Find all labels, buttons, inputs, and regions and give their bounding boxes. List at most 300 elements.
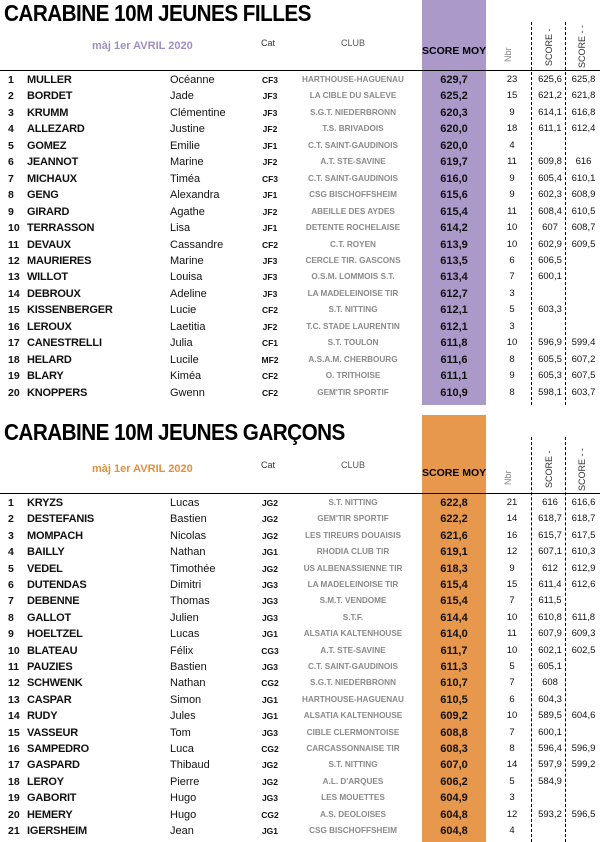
score-minus-cell: 605,1 bbox=[538, 661, 562, 672]
last-name-cell: VASSEUR bbox=[27, 726, 78, 739]
nbr-cell: 4 bbox=[509, 139, 515, 151]
first-name-cell: Julia bbox=[170, 337, 193, 350]
club-cell: RHODIA CLUB TIR bbox=[316, 547, 390, 557]
score-minus2-cell: 616,8 bbox=[571, 106, 596, 118]
category-cell: JG2 bbox=[261, 514, 279, 525]
nbr-cell: 21 bbox=[506, 497, 518, 508]
first-name-cell: Adeline bbox=[170, 287, 207, 300]
last-name-cell: CANESTRELLI bbox=[27, 337, 102, 350]
nbr-cell: 12 bbox=[506, 546, 518, 558]
score-moy-cell: 611,1 bbox=[440, 370, 468, 383]
score-minus2-cell: 599,4 bbox=[571, 337, 596, 349]
last-name-cell: BAILLY bbox=[27, 546, 65, 559]
nbr-cell: 9 bbox=[509, 106, 515, 118]
last-name-cell: DEVAUX bbox=[27, 238, 71, 251]
club-cell: O. TRITHOISE bbox=[325, 371, 381, 381]
first-name-cell: Lucie bbox=[170, 304, 197, 317]
nbr-cell: 8 bbox=[509, 743, 515, 754]
score-minus-cell: 593,2 bbox=[538, 808, 562, 820]
score-moy-cell: 620,0 bbox=[440, 139, 468, 152]
score-minus-cell: 605,4 bbox=[538, 172, 562, 184]
table-row bbox=[0, 528, 600, 544]
score-moy-cell: 620,0 bbox=[440, 123, 468, 136]
first-name-cell: Timéa bbox=[170, 172, 201, 185]
nbr-cell: 4 bbox=[509, 825, 515, 836]
score-minus2-cell: 604,6 bbox=[571, 710, 596, 722]
score-minus2-cell: 610,3 bbox=[571, 546, 596, 558]
first-name-cell: Alexandra bbox=[170, 189, 220, 202]
score-minus2-cell: 612,4 bbox=[571, 123, 596, 135]
last-name-cell: KISSENBERGER bbox=[27, 304, 113, 317]
category-cell: CF3 bbox=[261, 75, 279, 85]
club-cell: CIBLE CLERMONTOISE bbox=[306, 727, 400, 737]
score-moy-cell: 604,8 bbox=[440, 825, 468, 837]
category-cell: JG2 bbox=[261, 760, 279, 771]
score-minus-cell: 610,8 bbox=[538, 611, 562, 623]
score-minus2-cell: 602,5 bbox=[571, 644, 596, 656]
first-name-cell: Emilie bbox=[170, 139, 200, 152]
first-name-cell: Nicolas bbox=[170, 529, 207, 542]
last-name-cell: GENG bbox=[27, 189, 59, 202]
category-cell: JF2 bbox=[262, 157, 278, 168]
category-cell: JF1 bbox=[262, 140, 278, 151]
nbr-cell: 11 bbox=[507, 205, 517, 217]
first-name-cell: Tom bbox=[170, 726, 191, 739]
score-minus2-cell: 611,8 bbox=[571, 611, 596, 623]
score-moy-cell: 615,4 bbox=[440, 595, 468, 608]
score-minus2-cell: 599,2 bbox=[571, 759, 596, 771]
nbr-cell: 15 bbox=[506, 90, 518, 102]
score-minus2-cell: 610,5 bbox=[571, 205, 596, 217]
nbr-cell: 14 bbox=[506, 513, 518, 525]
category-cell: JF2 bbox=[262, 321, 278, 332]
score-moy-cell: 619,1 bbox=[440, 546, 468, 559]
rank-cell: 6 bbox=[8, 579, 14, 591]
last-name-cell: VEDEL bbox=[27, 562, 63, 575]
table-row bbox=[0, 495, 600, 511]
club-cell: S.T.F. bbox=[342, 612, 364, 622]
table-row bbox=[0, 610, 600, 626]
rank-cell: 3 bbox=[8, 529, 14, 542]
table-row bbox=[0, 237, 600, 253]
club-cell: C.T. SAINT-GAUDINOIS bbox=[307, 662, 399, 671]
rank-cell: 1 bbox=[8, 497, 14, 509]
club-cell: CSG BISCHOFFSHEIM bbox=[309, 826, 397, 835]
girls-header-score-minus: SCORE - bbox=[544, 28, 554, 66]
table-row bbox=[0, 187, 600, 203]
nbr-cell: 10 bbox=[506, 238, 518, 250]
club-cell: S.T. NITTING bbox=[328, 305, 378, 315]
score-moy-cell: 608,3 bbox=[440, 743, 468, 755]
rank-cell: 16 bbox=[8, 743, 20, 755]
last-name-cell: MAURIERES bbox=[27, 254, 92, 267]
score-minus-cell: 608 bbox=[542, 677, 558, 689]
score-minus-cell: 607,1 bbox=[538, 546, 562, 558]
nbr-cell: 10 bbox=[506, 222, 518, 234]
first-name-cell: Marine bbox=[170, 156, 204, 169]
first-name-cell: Justine bbox=[170, 123, 205, 136]
category-cell: JF1 bbox=[262, 190, 278, 201]
last-name-cell: BLARY bbox=[27, 370, 64, 383]
score-minus-cell: 606,5 bbox=[538, 254, 562, 266]
girls-title: CARABINE 10M JEUNES FILLES bbox=[4, 0, 311, 26]
first-name-cell: Bastien bbox=[170, 513, 207, 526]
club-cell: S.T. TOULON bbox=[327, 338, 379, 348]
last-name-cell: LEROUX bbox=[27, 320, 72, 333]
table-row bbox=[0, 511, 600, 527]
score-moy-cell: 604,8 bbox=[440, 808, 468, 821]
table-row bbox=[0, 319, 600, 335]
rank-cell: 6 bbox=[8, 156, 14, 169]
score-minus2-cell: 616,6 bbox=[571, 497, 596, 508]
rank-cell: 4 bbox=[8, 123, 14, 136]
girls-header-score-moy: SCORE MOY bbox=[422, 45, 487, 57]
score-minus-cell: 596,9 bbox=[538, 337, 562, 349]
nbr-cell: 18 bbox=[506, 123, 518, 135]
category-cell: JF2 bbox=[262, 206, 278, 217]
score-minus2-cell: 610,1 bbox=[571, 172, 596, 184]
nbr-cell: 9 bbox=[509, 172, 515, 184]
table-row bbox=[0, 626, 600, 642]
rank-cell: 5 bbox=[8, 562, 14, 575]
first-name-cell: Marine bbox=[170, 254, 204, 267]
score-minus2-cell: 609,3 bbox=[571, 628, 596, 640]
club-cell: CERCLE TIR. GASCONS bbox=[305, 255, 401, 265]
nbr-cell: 7 bbox=[509, 677, 515, 689]
last-name-cell: HOELTZEL bbox=[27, 628, 83, 641]
club-cell: DETENTE ROCHELAISE bbox=[305, 223, 401, 233]
score-minus2-cell: 621,8 bbox=[571, 90, 596, 102]
score-minus-cell: 607,9 bbox=[538, 628, 562, 640]
rank-cell: 13 bbox=[8, 693, 20, 706]
club-cell: US ALBENASSIENNE TIR bbox=[303, 563, 403, 573]
first-name-cell: Julien bbox=[170, 611, 199, 624]
nbr-cell: 8 bbox=[509, 386, 515, 398]
nbr-cell: 5 bbox=[509, 661, 515, 672]
last-name-cell: GOMEZ bbox=[27, 139, 67, 152]
nbr-cell: 8 bbox=[509, 353, 515, 365]
last-name-cell: LEROY bbox=[27, 775, 64, 788]
category-cell: CF2 bbox=[261, 305, 279, 316]
score-minus-cell: 605,3 bbox=[538, 370, 562, 382]
nbr-cell: 10 bbox=[506, 644, 518, 656]
nbr-cell: 7 bbox=[509, 271, 515, 283]
score-moy-cell: 618,3 bbox=[440, 562, 468, 575]
club-cell: T.C. STADE LAURENTIN bbox=[306, 321, 400, 331]
table-row bbox=[0, 544, 600, 560]
score-minus-cell: 597,9 bbox=[538, 759, 562, 771]
nbr-cell: 14 bbox=[506, 759, 518, 771]
category-cell: JG1 bbox=[261, 694, 279, 705]
last-name-cell: RUDY bbox=[27, 710, 58, 723]
first-name-cell: Nathan bbox=[170, 546, 206, 559]
nbr-cell: 5 bbox=[509, 775, 515, 787]
nbr-cell: 5 bbox=[509, 304, 515, 316]
category-cell: JG1 bbox=[261, 629, 279, 640]
score-minus2-cell: 596,9 bbox=[571, 743, 596, 754]
nbr-cell: 9 bbox=[509, 189, 515, 201]
score-minus2-cell: 617,5 bbox=[571, 529, 596, 541]
table-row bbox=[0, 302, 600, 318]
category-cell: JG2 bbox=[261, 776, 279, 787]
rank-cell: 1 bbox=[8, 74, 14, 86]
score-moy-cell: 614,4 bbox=[440, 611, 468, 624]
last-name-cell: KRYZS bbox=[27, 497, 63, 509]
score-moy-cell: 615,4 bbox=[440, 579, 468, 591]
score-moy-cell: 614,2 bbox=[440, 222, 468, 235]
rank-cell: 12 bbox=[8, 677, 20, 690]
score-moy-cell: 612,7 bbox=[440, 287, 468, 300]
club-cell: A.T. STE-SAVINE bbox=[320, 645, 386, 655]
first-name-cell: Clémentine bbox=[170, 106, 226, 119]
table-row bbox=[0, 643, 600, 659]
boys-header-nbr: Nbr bbox=[503, 470, 513, 485]
score-minus-cell: 584,9 bbox=[538, 775, 562, 787]
score-moy-cell: 610,7 bbox=[440, 677, 468, 690]
last-name-cell: GASPARD bbox=[27, 759, 80, 772]
nbr-cell: 15 bbox=[506, 579, 518, 590]
category-cell: CG3 bbox=[261, 645, 279, 656]
rank-cell: 20 bbox=[8, 808, 20, 821]
score-minus2-cell: 609,5 bbox=[571, 238, 596, 250]
score-moy-cell: 604,9 bbox=[440, 792, 468, 805]
score-minus-cell: 625,6 bbox=[538, 74, 562, 85]
rank-cell: 9 bbox=[8, 628, 14, 641]
nbr-cell: 10 bbox=[506, 611, 518, 623]
first-name-cell: Laetitia bbox=[170, 320, 206, 333]
club-cell: LA MADELEINOISE TIR bbox=[307, 580, 399, 589]
last-name-cell: ALLEZARD bbox=[27, 123, 85, 136]
table-row bbox=[0, 286, 600, 302]
score-moy-cell: 607,0 bbox=[440, 759, 468, 772]
score-minus2-cell: 618,7 bbox=[571, 513, 596, 525]
rank-cell: 17 bbox=[8, 759, 20, 772]
score-minus2-cell: 607,5 bbox=[571, 370, 596, 382]
score-minus-cell: 602,1 bbox=[538, 644, 562, 656]
rank-cell: 11 bbox=[8, 238, 20, 251]
last-name-cell: BLATEAU bbox=[27, 644, 78, 657]
score-minus-cell: 605,5 bbox=[538, 353, 562, 365]
score-minus-cell: 607 bbox=[542, 222, 558, 234]
score-minus-cell: 602,9 bbox=[538, 238, 562, 250]
girls-update-date: màj 1er AVRIL 2020 bbox=[92, 40, 193, 52]
first-name-cell: Jean bbox=[170, 825, 194, 837]
category-cell: CF2 bbox=[261, 239, 279, 250]
first-name-cell: Lucile bbox=[170, 353, 199, 366]
score-moy-cell: 611,3 bbox=[440, 661, 468, 673]
score-minus-cell: 614,1 bbox=[538, 106, 562, 118]
score-moy-cell: 613,9 bbox=[440, 238, 468, 251]
boys-update-date: màj 1er AVRIL 2020 bbox=[92, 463, 193, 475]
club-cell: HARTHOUSE-HAGUENAU bbox=[302, 75, 404, 84]
last-name-cell: DEBENNE bbox=[27, 595, 80, 608]
first-name-cell: Cassandre bbox=[170, 238, 224, 251]
first-name-cell: Lucas bbox=[170, 497, 200, 509]
girls-header-score-minus2: SCORE - - bbox=[577, 24, 587, 68]
rank-cell: 15 bbox=[8, 726, 20, 739]
score-minus2-cell: 612,9 bbox=[571, 562, 596, 574]
score-moy-cell: 625,2 bbox=[440, 90, 468, 103]
score-minus-cell: 589,5 bbox=[538, 710, 562, 722]
score-minus-cell: 621,2 bbox=[538, 90, 562, 102]
rank-cell: 15 bbox=[8, 304, 20, 317]
last-name-cell: GALLOT bbox=[27, 611, 72, 624]
club-cell: A.S.A.M. CHERBOURG bbox=[308, 354, 398, 364]
first-name-cell: Jules bbox=[170, 710, 196, 723]
last-name-cell: SAMPEDRO bbox=[27, 743, 89, 755]
first-name-cell: Kiméa bbox=[170, 370, 202, 383]
score-moy-cell: 606,2 bbox=[440, 775, 468, 788]
score-minus-cell: 611,5 bbox=[538, 595, 562, 607]
table-row bbox=[0, 675, 600, 691]
category-cell: MF2 bbox=[261, 354, 279, 365]
rank-cell: 19 bbox=[8, 792, 20, 805]
first-name-cell: Timothée bbox=[170, 562, 216, 575]
last-name-cell: BORDET bbox=[27, 90, 73, 103]
last-name-cell: GABORIT bbox=[27, 792, 77, 805]
score-moy-cell: 615,4 bbox=[440, 205, 468, 218]
category-cell: JF3 bbox=[262, 91, 278, 102]
table-row bbox=[0, 692, 600, 708]
rank-cell: 10 bbox=[8, 644, 20, 657]
first-name-cell: Bastien bbox=[170, 661, 207, 673]
nbr-cell: 6 bbox=[509, 693, 515, 705]
club-cell: S.T. NITTING bbox=[328, 498, 378, 507]
first-name-cell: Thibaud bbox=[170, 759, 210, 772]
table-row bbox=[0, 757, 600, 773]
score-moy-cell: 622,8 bbox=[440, 497, 468, 509]
score-moy-cell: 613,5 bbox=[440, 254, 468, 267]
first-name-cell: Luca bbox=[170, 743, 194, 755]
nbr-cell: 3 bbox=[509, 320, 515, 332]
table-row bbox=[0, 335, 600, 351]
first-name-cell: Simon bbox=[170, 693, 202, 706]
first-name-cell: Lucas bbox=[170, 628, 200, 641]
score-moy-cell: 629,7 bbox=[440, 74, 468, 86]
score-moy-cell: 611,7 bbox=[440, 644, 468, 657]
score-minus2-cell: 608,7 bbox=[571, 222, 596, 234]
first-name-cell: Pierre bbox=[170, 775, 200, 788]
rank-cell: 8 bbox=[8, 189, 14, 202]
table-row bbox=[0, 204, 600, 220]
score-moy-cell: 610,5 bbox=[440, 693, 468, 706]
score-minus-cell: 602,3 bbox=[538, 189, 562, 201]
category-cell: JG2 bbox=[261, 563, 279, 574]
first-name-cell: Félix bbox=[170, 644, 194, 657]
score-moy-cell: 615,6 bbox=[440, 189, 468, 202]
table-row bbox=[0, 774, 600, 790]
club-cell: A.T. STE-SAVINE bbox=[320, 157, 386, 167]
first-name-cell: Nathan bbox=[170, 677, 206, 690]
category-cell: JF3 bbox=[262, 107, 278, 118]
category-cell: JF1 bbox=[262, 223, 278, 234]
last-name-cell: GIRARD bbox=[27, 205, 70, 218]
rank-cell: 16 bbox=[8, 320, 20, 333]
score-moy-cell: 614,0 bbox=[440, 628, 468, 641]
club-cell: C.T. ROYEN bbox=[330, 239, 376, 249]
nbr-cell: 9 bbox=[509, 562, 515, 574]
last-name-cell: CASPAR bbox=[27, 693, 72, 706]
rank-cell: 2 bbox=[8, 513, 14, 526]
girls-header-cat: Cat bbox=[261, 38, 276, 48]
nbr-cell: 3 bbox=[509, 792, 515, 804]
rank-cell: 14 bbox=[8, 287, 20, 300]
score-minus-cell: 603,3 bbox=[538, 304, 562, 316]
score-moy-cell: 610,9 bbox=[440, 386, 468, 399]
category-cell: JG1 bbox=[261, 547, 279, 558]
category-cell: JG2 bbox=[261, 530, 279, 541]
last-name-cell: MOMPACH bbox=[27, 529, 83, 542]
category-cell: JF3 bbox=[262, 288, 278, 299]
category-cell: JG2 bbox=[261, 498, 279, 508]
table-row bbox=[0, 790, 600, 806]
last-name-cell: KNOPPERS bbox=[27, 386, 88, 399]
table-row bbox=[0, 577, 600, 593]
club-cell: T.S. BRIVADOIS bbox=[322, 124, 384, 134]
score-minus2-cell: 612,6 bbox=[571, 579, 596, 590]
category-cell: JF3 bbox=[262, 272, 278, 283]
score-minus-cell: 616 bbox=[542, 497, 558, 508]
last-name-cell: HELARD bbox=[27, 353, 72, 366]
club-cell: S.M.T. VENDOME bbox=[319, 596, 387, 606]
score-moy-cell: 622,2 bbox=[440, 513, 468, 526]
girls-header-club: CLUB bbox=[341, 38, 366, 48]
category-cell: JG3 bbox=[261, 727, 279, 738]
table-row bbox=[0, 659, 600, 675]
first-name-cell: Agathe bbox=[170, 205, 205, 218]
last-name-cell: IGERSHEIM bbox=[27, 825, 87, 837]
table-row bbox=[0, 121, 600, 137]
club-cell: LES TIREURS DOUAISIS bbox=[305, 530, 401, 540]
category-cell: CF2 bbox=[261, 387, 279, 398]
first-name-cell: Louisa bbox=[170, 271, 203, 284]
boys-header-rule bbox=[0, 493, 600, 494]
score-minus2-cell: 603,7 bbox=[571, 386, 596, 398]
rank-cell: 7 bbox=[8, 172, 14, 185]
last-name-cell: DUTENDAS bbox=[27, 579, 87, 591]
boys-header-cat: Cat bbox=[261, 460, 276, 470]
first-name-cell: Hugo bbox=[170, 808, 197, 821]
category-cell: CG2 bbox=[261, 744, 279, 754]
table-row bbox=[0, 708, 600, 724]
boys-title: CARABINE 10M JEUNES GARÇONS bbox=[4, 419, 345, 445]
score-moy-cell: 611,6 bbox=[440, 353, 468, 366]
girls-header-nbr: Nbr bbox=[503, 47, 513, 62]
rank-cell: 19 bbox=[8, 370, 20, 383]
score-minus-cell: 604,3 bbox=[538, 693, 562, 705]
first-name-cell: Hugo bbox=[170, 792, 197, 805]
table-row bbox=[0, 823, 600, 839]
score-minus-cell: 596,4 bbox=[538, 743, 562, 754]
first-name-cell: Thomas bbox=[170, 595, 210, 608]
table-row bbox=[0, 269, 600, 285]
club-cell: A.S. DEOLOISES bbox=[320, 809, 386, 819]
club-cell: ABEILLE DES AYDES bbox=[311, 206, 395, 216]
club-cell: ALSATIA KALTENHOUSE bbox=[303, 711, 403, 721]
category-cell: CF3 bbox=[261, 173, 279, 184]
rank-cell: 11 bbox=[8, 661, 20, 673]
score-moy-cell: 620,3 bbox=[440, 106, 468, 119]
score-minus-cell: 598,1 bbox=[538, 386, 562, 398]
club-cell: LA MADELEINOISE TIR bbox=[307, 288, 399, 298]
table-row bbox=[0, 725, 600, 741]
club-cell: LES MOUETTES bbox=[321, 793, 385, 803]
table-row bbox=[0, 171, 600, 187]
last-name-cell: MICHAUX bbox=[27, 172, 77, 185]
score-moy-cell: 612,1 bbox=[440, 304, 468, 317]
table-row bbox=[0, 807, 600, 823]
nbr-cell: 10 bbox=[506, 710, 518, 722]
